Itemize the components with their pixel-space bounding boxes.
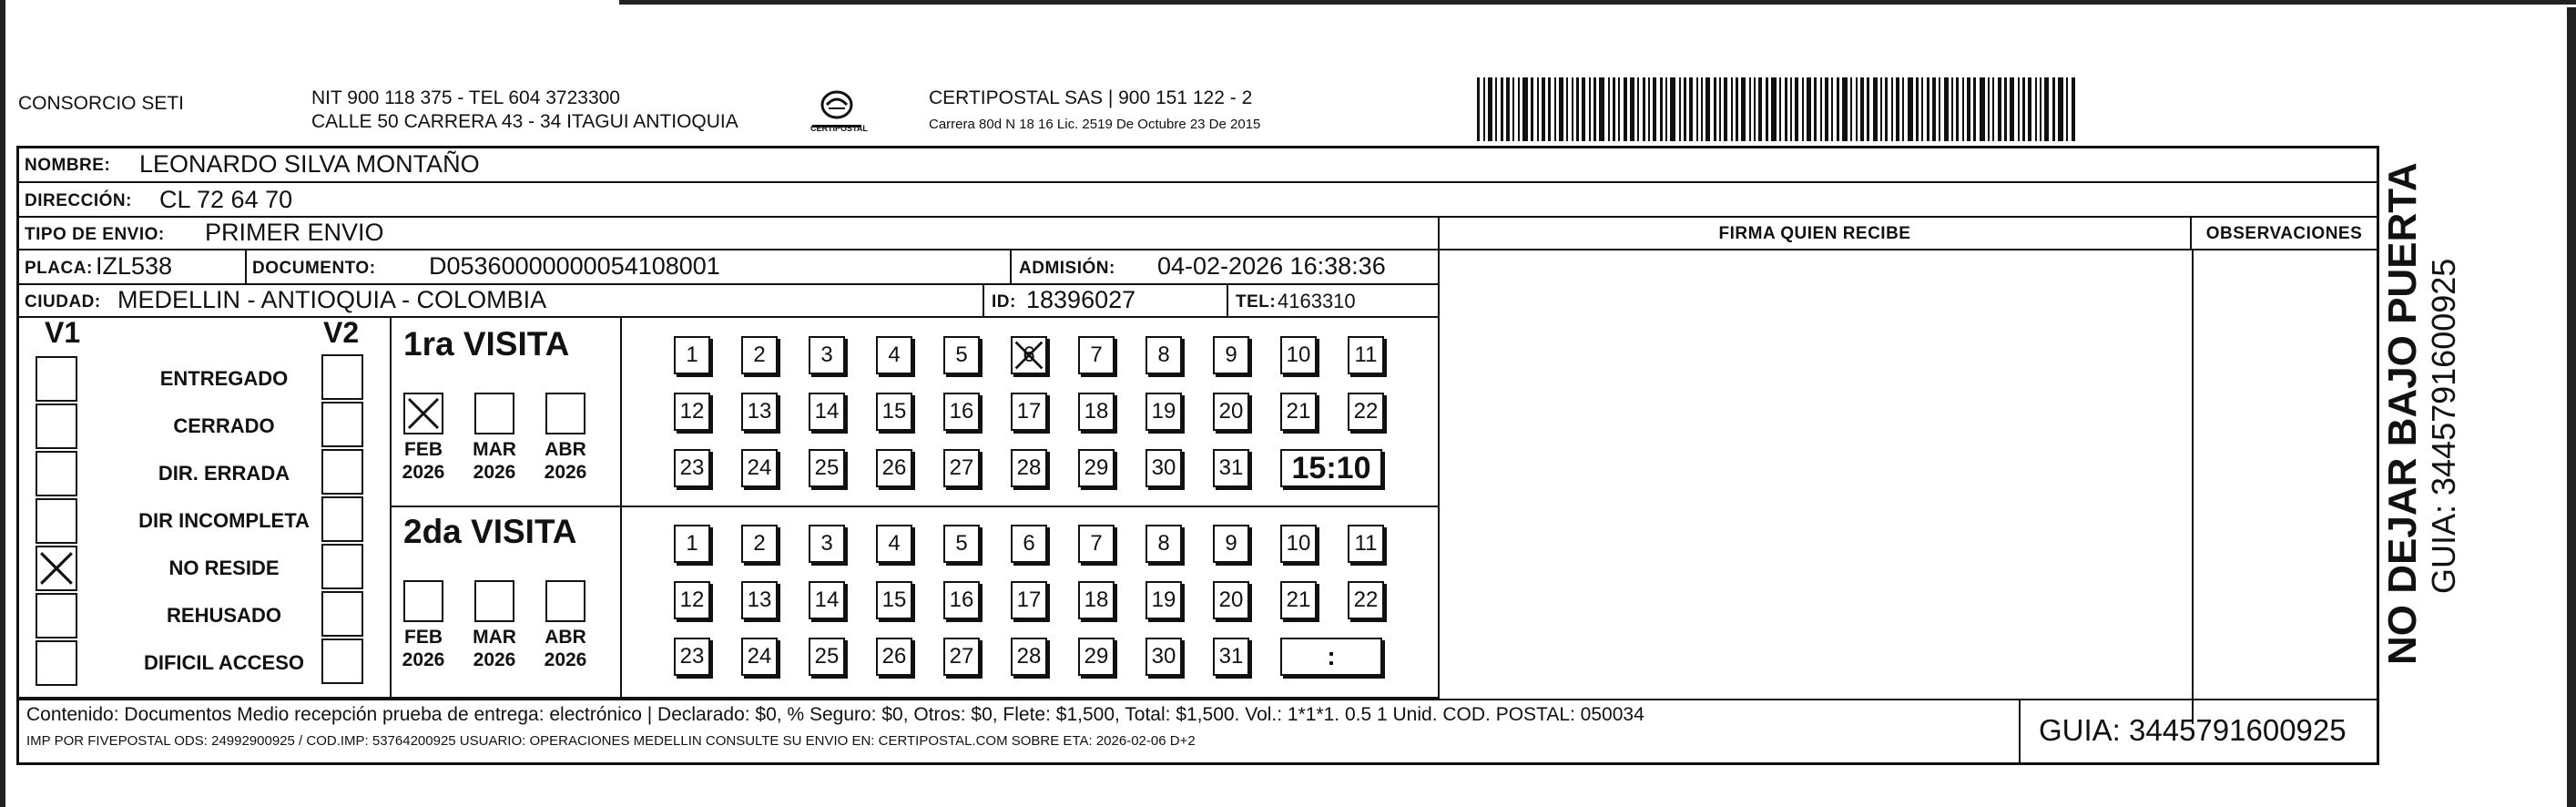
barcode-bar bbox=[1576, 77, 1579, 141]
visit1-day-24[interactable]: 24 bbox=[741, 449, 778, 487]
visit1-day-13[interactable]: 13 bbox=[741, 393, 778, 431]
ciudad-cell bbox=[19, 285, 984, 318]
visit1-month-name: FEB bbox=[404, 439, 443, 460]
nombre-label: NOMBRE: bbox=[25, 156, 111, 175]
visit2-day-21[interactable]: 21 bbox=[1280, 581, 1317, 619]
barcode-bar bbox=[1856, 77, 1858, 141]
company-name: CONSORCIO SETI bbox=[18, 93, 185, 114]
option-label-cerrado: CERRADO bbox=[173, 414, 275, 437]
barcode-bar bbox=[1542, 77, 1545, 141]
barcode-bar bbox=[1916, 77, 1919, 141]
barcode-bar bbox=[1531, 77, 1533, 141]
guia-box bbox=[2019, 699, 2377, 762]
nit-line: NIT 900 118 375 - TEL 604 3723300 bbox=[311, 87, 620, 108]
tipo-envio-row bbox=[19, 218, 1440, 250]
barcode-bar bbox=[2035, 77, 2037, 141]
barcode-bar bbox=[2044, 77, 2049, 141]
barcode-bar bbox=[1825, 77, 1828, 141]
visit1-month-name: MAR bbox=[473, 439, 516, 460]
barcode-bar bbox=[1566, 77, 1568, 141]
option-label-rehusado: REHUSADO bbox=[167, 604, 281, 627]
barcode-bar bbox=[1637, 77, 1639, 141]
barcode-bar bbox=[1741, 77, 1746, 141]
visit2-day-4[interactable]: 4 bbox=[876, 525, 912, 563]
barcode-bar bbox=[1766, 77, 1768, 141]
barcode-bar bbox=[1932, 77, 1936, 141]
v1-checkbox-entregado[interactable] bbox=[36, 356, 77, 402]
v2-checkbox-dificil-acceso[interactable] bbox=[321, 638, 363, 684]
ciudad-label: CIUDAD: bbox=[25, 292, 101, 312]
barcode-bar bbox=[1582, 77, 1585, 141]
tel-label: TEL: bbox=[1236, 292, 1277, 312]
visit1-day-8[interactable]: 8 bbox=[1145, 336, 1182, 374]
barcode-bar bbox=[1749, 77, 1751, 141]
barcode-bar bbox=[1554, 77, 1556, 141]
visit2-month-name: MAR bbox=[473, 627, 516, 648]
visit1-day-9[interactable]: 9 bbox=[1213, 336, 1249, 374]
v2-checkbox-cerrado[interactable] bbox=[321, 402, 363, 447]
visit1-day-4[interactable]: 4 bbox=[876, 336, 912, 374]
barcode-bar bbox=[1758, 77, 1762, 141]
visit1-month-label bbox=[467, 438, 522, 484]
visit2-day-16[interactable]: 16 bbox=[943, 581, 980, 619]
barcode-bar bbox=[1842, 77, 1848, 141]
visit1-day-19[interactable]: 19 bbox=[1145, 393, 1182, 431]
barcode-bar bbox=[1814, 77, 1817, 141]
visit2-title: 2da VISITA bbox=[403, 513, 577, 550]
shipping-form bbox=[16, 146, 2379, 765]
visit2-day-1[interactable]: 1 bbox=[674, 525, 710, 563]
barcode-bar bbox=[1807, 77, 1811, 141]
barcode-bar bbox=[1939, 77, 1940, 141]
barcode-bar bbox=[1548, 77, 1551, 141]
admision-label: ADMISIÓN: bbox=[1019, 259, 1115, 278]
barcode-bar bbox=[1956, 77, 1959, 141]
visit2-day-25[interactable]: 25 bbox=[809, 638, 845, 676]
visit1-day-14[interactable]: 14 bbox=[809, 393, 845, 431]
v2-checkbox-entregado[interactable] bbox=[321, 354, 363, 400]
visit1-month-label bbox=[396, 438, 451, 484]
visit2-day-2[interactable]: 2 bbox=[741, 525, 778, 563]
right-border-line bbox=[2567, 7, 2576, 807]
months-divider bbox=[620, 318, 622, 697]
visit1-month-label bbox=[538, 438, 593, 484]
barcode-bar bbox=[1630, 77, 1634, 141]
documento-cell bbox=[247, 250, 1012, 285]
v1-checkbox-dir-incompleta[interactable] bbox=[36, 498, 77, 544]
barcode-bar bbox=[1599, 77, 1604, 141]
barcode-bar bbox=[1962, 77, 1964, 141]
visit1-day-23[interactable]: 23 bbox=[674, 449, 710, 487]
visit1-day-26[interactable]: 26 bbox=[876, 449, 912, 487]
barcode-bar bbox=[1998, 77, 2001, 141]
barcode-bar bbox=[1618, 77, 1620, 141]
visit1-day-22[interactable]: 22 bbox=[1348, 393, 1384, 431]
visit2-day-13[interactable]: 13 bbox=[741, 581, 778, 619]
barcode-bar bbox=[1951, 77, 1953, 141]
visit2-day-15[interactable]: 15 bbox=[876, 581, 912, 619]
barcode-bar bbox=[2018, 77, 2020, 141]
barcode-bar bbox=[1653, 77, 1656, 141]
visit2-day-6[interactable]: 6 bbox=[1011, 525, 1047, 563]
barcode-bar bbox=[1705, 77, 1710, 141]
visit1-day-25[interactable]: 25 bbox=[809, 449, 845, 487]
visit2-month-year: 2026 bbox=[402, 649, 445, 670]
direccion-label: DIRECCIÓN: bbox=[25, 191, 132, 210]
guia-box-value: GUIA: 3445791600925 bbox=[2039, 713, 2347, 747]
visit2-day-14[interactable]: 14 bbox=[809, 581, 845, 619]
visit1-day-3[interactable]: 3 bbox=[809, 336, 845, 374]
top-border-line bbox=[619, 0, 2576, 5]
left-border-line bbox=[0, 0, 5, 807]
nombre-row bbox=[19, 148, 2377, 183]
visit2-day-3[interactable]: 3 bbox=[809, 525, 845, 563]
barcode-bar bbox=[1944, 77, 1949, 141]
placa-cell bbox=[19, 250, 247, 285]
v2-checkbox-dir-incompleta[interactable] bbox=[321, 496, 363, 542]
barcode-bar bbox=[2040, 77, 2041, 141]
barcode-bar bbox=[1522, 77, 1528, 141]
v1-label: V1 bbox=[45, 316, 81, 349]
tipo-envio-label: TIPO DE ENVIO: bbox=[25, 225, 165, 244]
option-label-no-reside: NO RESIDE bbox=[168, 557, 280, 579]
barcode-bar bbox=[1850, 77, 1852, 141]
barcode-bar bbox=[1719, 77, 1721, 141]
barcode-bar bbox=[1802, 77, 1804, 141]
tel-cell bbox=[1228, 285, 1440, 318]
barcode-bar bbox=[1885, 77, 1888, 141]
license-line: Carrera 80d N 18 16 Lic. 2519 De Octubre 23 De 2015 bbox=[929, 117, 1261, 132]
visit1-day-5[interactable]: 5 bbox=[943, 336, 980, 374]
visit1-day-10[interactable]: 10 bbox=[1280, 336, 1317, 374]
id-cell bbox=[984, 285, 1228, 318]
visit1-day-number: 6 bbox=[1023, 342, 1035, 367]
visit2-month-box-mar[interactable] bbox=[474, 580, 514, 622]
direccion-value: CL 72 64 70 bbox=[159, 186, 293, 213]
visit2-day-30[interactable]: 30 bbox=[1145, 638, 1182, 676]
v1-checkbox-no-reside[interactable] bbox=[36, 546, 77, 591]
barcode-bar bbox=[1831, 77, 1833, 141]
barcode-bar bbox=[2010, 77, 2014, 141]
barcode-bar bbox=[1980, 77, 1985, 141]
visit1-title: 1ra VISITA bbox=[403, 325, 570, 363]
visit2-month-label bbox=[396, 626, 451, 671]
option-label-dir-incompleta: DIR INCOMPLETA bbox=[138, 509, 310, 532]
visit2-day-18[interactable]: 18 bbox=[1078, 581, 1115, 619]
visit1-month-year: 2026 bbox=[402, 462, 445, 483]
visit2-day-11[interactable]: 11 bbox=[1348, 525, 1384, 563]
documento-label: DOCUMENTO: bbox=[252, 259, 376, 278]
barcode-bar bbox=[1608, 77, 1610, 141]
visit2-month-label bbox=[467, 626, 522, 671]
visit-divider bbox=[390, 506, 1438, 507]
visit2-month-box-feb[interactable] bbox=[403, 580, 443, 622]
v1-checkbox-dir-errada[interactable] bbox=[36, 451, 77, 496]
visit2-day-23[interactable]: 23 bbox=[674, 638, 710, 676]
visit2-day-22[interactable]: 22 bbox=[1348, 581, 1384, 619]
barcode-bar bbox=[1891, 77, 1893, 141]
admision-value: 04-02-2026 16:38:36 bbox=[1157, 252, 1386, 280]
visit1-month-name: ABR bbox=[545, 439, 586, 460]
visit2-month-year: 2026 bbox=[544, 649, 587, 670]
barcode-bar bbox=[1648, 77, 1650, 141]
barcode-bar bbox=[2022, 77, 2025, 141]
visit2-day-17[interactable]: 17 bbox=[1011, 581, 1047, 619]
barcode-bar bbox=[1512, 77, 1514, 141]
barcode-bar bbox=[1670, 77, 1675, 141]
visit2-day-29[interactable]: 29 bbox=[1078, 638, 1115, 676]
barcode-bar bbox=[1572, 77, 1573, 141]
barcode-bar bbox=[1988, 77, 1990, 141]
barcode-bar bbox=[2058, 77, 2063, 141]
visit1-month-box-mar[interactable] bbox=[474, 393, 514, 434]
visit2-day-28[interactable]: 28 bbox=[1011, 638, 1047, 676]
visit1-day-28[interactable]: 28 bbox=[1011, 449, 1047, 487]
firma-label: FIRMA QUIEN RECIBE bbox=[1718, 224, 1911, 243]
v1-checkbox-dificil-acceso[interactable] bbox=[36, 640, 77, 686]
barcode-bar bbox=[1488, 77, 1492, 141]
visit2-day-26[interactable]: 26 bbox=[876, 638, 912, 676]
barcode-bar bbox=[1679, 77, 1681, 141]
observaciones-label: OBSERVACIONES bbox=[2205, 224, 2363, 243]
barcode-bar bbox=[1701, 77, 1703, 141]
barcode-bar bbox=[1477, 77, 1480, 141]
visit1-month-year: 2026 bbox=[544, 462, 587, 483]
barcode-bar bbox=[1731, 77, 1733, 141]
barcode-bar bbox=[2004, 77, 2007, 141]
firma-header bbox=[1440, 218, 2192, 250]
visit1-time-field[interactable]: 15:10 bbox=[1280, 449, 1382, 487]
barcode-bar bbox=[2072, 77, 2075, 141]
observaciones-divider bbox=[2192, 250, 2194, 724]
direccion-row bbox=[19, 183, 2377, 218]
option-label-dificil-acceso: DIFICIL ACCESO bbox=[143, 651, 304, 674]
barcode-bar bbox=[1820, 77, 1822, 141]
admision-cell bbox=[1012, 250, 1440, 285]
barcode-bar bbox=[1660, 77, 1663, 141]
barcode bbox=[1477, 77, 2198, 141]
barcode-bar bbox=[1896, 77, 1899, 141]
nombre-value: LEONARDO SILVA MONTAÑO bbox=[139, 150, 480, 178]
barcode-bar bbox=[1559, 77, 1563, 141]
visit1-day-31[interactable]: 31 bbox=[1213, 449, 1249, 487]
visit2-day-27[interactable]: 27 bbox=[943, 638, 980, 676]
visit1-day-20[interactable]: 20 bbox=[1213, 393, 1249, 431]
barcode-bar bbox=[1689, 77, 1693, 141]
barcode-bar bbox=[1992, 77, 1994, 141]
barcode-bar bbox=[1501, 77, 1503, 141]
visit2-month-year: 2026 bbox=[473, 649, 516, 670]
barcode-bar bbox=[1684, 77, 1686, 141]
id-value: 18396027 bbox=[1026, 286, 1136, 313]
visit1-day-30[interactable]: 30 bbox=[1145, 449, 1182, 487]
visit1-day-7[interactable]: 7 bbox=[1078, 336, 1115, 374]
v2-checkbox-no-reside[interactable] bbox=[321, 544, 363, 589]
v1-checkbox-cerrado[interactable] bbox=[36, 404, 77, 449]
barcode-bar bbox=[1790, 77, 1792, 141]
options-divider bbox=[390, 318, 392, 697]
visit2-day-24[interactable]: 24 bbox=[741, 638, 778, 676]
visit1-day-6[interactable] bbox=[1011, 336, 1047, 374]
visit1-day-29[interactable]: 29 bbox=[1078, 449, 1115, 487]
option-label-entregado: ENTREGADO bbox=[159, 367, 289, 390]
side-guia: GUIA: 3445791600925 bbox=[2425, 258, 2462, 594]
visit2-day-12[interactable]: 12 bbox=[674, 581, 710, 619]
barcode-bar bbox=[1754, 77, 1756, 141]
contenido-line: Contenido: Documentos Medio recepción prueba de entrega: electrónico | Declarado: $0, % Seguro: $0, Otros: $0, Flete: $1,500, Total: $1,500. Vol.: 1*1*1. 0.5 1 Unid. COD. POSTAL: 050034 bbox=[26, 704, 1644, 725]
no-dejar-warning: NO DEJAR BAJO PUERTA bbox=[2380, 162, 2425, 665]
barcode-bar bbox=[1537, 77, 1539, 141]
barcode-bar bbox=[1973, 77, 1976, 141]
v1-checkbox-rehusado[interactable] bbox=[36, 593, 77, 638]
barcode-bar bbox=[1624, 77, 1627, 141]
visit2-day-8[interactable]: 8 bbox=[1145, 525, 1182, 563]
visit2-day-5[interactable]: 5 bbox=[943, 525, 980, 563]
barcode-bar bbox=[1927, 77, 1929, 141]
barcode-bar bbox=[1483, 77, 1485, 141]
visit1-day-27[interactable]: 27 bbox=[943, 449, 980, 487]
visit1-day-16[interactable]: 16 bbox=[943, 393, 980, 431]
placa-label: PLACA: bbox=[25, 259, 93, 278]
observaciones-header bbox=[2192, 218, 2377, 250]
placa-value: IZL538 bbox=[96, 252, 173, 280]
barcode-bar bbox=[1736, 77, 1738, 141]
barcode-bar bbox=[1921, 77, 1923, 141]
visit1-month-box-abr[interactable] bbox=[545, 393, 585, 434]
barcode-bar bbox=[1880, 77, 1882, 141]
barcode-bar bbox=[1967, 77, 1970, 141]
visit1-day-21[interactable]: 21 bbox=[1280, 393, 1317, 431]
barcode-bar bbox=[1714, 77, 1716, 141]
carrier-line: CERTIPOSTAL SAS | 900 151 122 - 2 bbox=[929, 87, 1253, 108]
address-line: CALLE 50 CARRERA 43 - 34 ITAGUI ANTIOQUIA bbox=[311, 111, 738, 132]
barcode-bar bbox=[1613, 77, 1615, 141]
barcode-bar bbox=[2028, 77, 2031, 141]
visit2-day-19[interactable]: 19 bbox=[1145, 581, 1182, 619]
v2-checkbox-dir-errada[interactable] bbox=[321, 449, 363, 495]
ciudad-value: MEDELLIN - ANTIOQUIA - COLOMBIA bbox=[117, 286, 547, 313]
barcode-bar bbox=[1837, 77, 1839, 141]
barcode-bar bbox=[1860, 77, 1864, 141]
visit1-day-2[interactable]: 2 bbox=[741, 336, 778, 374]
visit2-month-name: ABR bbox=[545, 627, 586, 648]
side-text bbox=[2381, 162, 2463, 665]
visit2-time-field[interactable]: : bbox=[1280, 638, 1382, 676]
visit2-month-box-abr[interactable] bbox=[545, 580, 585, 622]
visit1-day-12[interactable]: 12 bbox=[674, 393, 710, 431]
barcode-bar bbox=[1518, 77, 1520, 141]
visit2-day-31[interactable]: 31 bbox=[1213, 638, 1249, 676]
barcode-bar bbox=[1643, 77, 1645, 141]
barcode-bar bbox=[1771, 77, 1777, 141]
visit1-day-1[interactable]: 1 bbox=[674, 336, 710, 374]
imp-line: IMP POR FIVEPOSTAL ODS: 24992900925 / COD.IMP: 53764200925 USUARIO: OPERACIONES MEDELLIN CONSULTE SU ENVIO EN: CERTIPOSTAL.COM SOBRE ETA: 2026-02-06 D+2 bbox=[26, 733, 1196, 749]
barcode-bar bbox=[1665, 77, 1667, 141]
tipo-envio-value: PRIMER ENVIO bbox=[205, 219, 384, 246]
visit2-day-7[interactable]: 7 bbox=[1078, 525, 1115, 563]
barcode-bar bbox=[1785, 77, 1787, 141]
barcode-bar bbox=[1873, 77, 1878, 141]
barcode-bar bbox=[1867, 77, 1869, 141]
visit1-month-box-feb[interactable] bbox=[403, 393, 443, 434]
documento-value: D05360000000054108001 bbox=[429, 252, 720, 280]
barcode-bar bbox=[1902, 77, 1904, 141]
barcode-bar bbox=[1495, 77, 1497, 141]
visit2-month-label bbox=[538, 626, 593, 671]
barcode-bar bbox=[1779, 77, 1781, 141]
tel-value: 4163310 bbox=[1278, 290, 1356, 312]
v2-label: V2 bbox=[323, 316, 360, 349]
visits-area bbox=[19, 318, 1440, 699]
visit2-day-9[interactable]: 9 bbox=[1213, 525, 1249, 563]
visit2-month-name: FEB bbox=[404, 627, 443, 648]
barcode-bar bbox=[1724, 77, 1727, 141]
barcode-bar bbox=[1506, 77, 1510, 141]
logo-wordmark: CERTIPOSTAL bbox=[810, 124, 868, 133]
visit1-day-18[interactable]: 18 bbox=[1078, 393, 1115, 431]
visit1-day-15[interactable]: 15 bbox=[876, 393, 912, 431]
option-label-dir-errada: DIR. ERRADA bbox=[158, 462, 290, 485]
barcode-bar bbox=[1795, 77, 1798, 141]
visit1-month-year: 2026 bbox=[473, 462, 516, 483]
visit1-day-17[interactable]: 17 bbox=[1011, 393, 1047, 431]
id-label: ID: bbox=[992, 292, 1016, 312]
barcode-bar bbox=[1696, 77, 1698, 141]
barcode-bar bbox=[1589, 77, 1591, 141]
barcode-bar bbox=[1593, 77, 1596, 141]
visit2-day-10[interactable]: 10 bbox=[1280, 525, 1317, 563]
barcode-bar bbox=[1908, 77, 1913, 141]
visit2-day-20[interactable]: 20 bbox=[1213, 581, 1249, 619]
v2-checkbox-rehusado[interactable] bbox=[321, 591, 363, 637]
visit1-day-11[interactable]: 11 bbox=[1348, 336, 1384, 374]
barcode-bar bbox=[2052, 77, 2055, 141]
barcode-bar bbox=[2066, 77, 2068, 141]
